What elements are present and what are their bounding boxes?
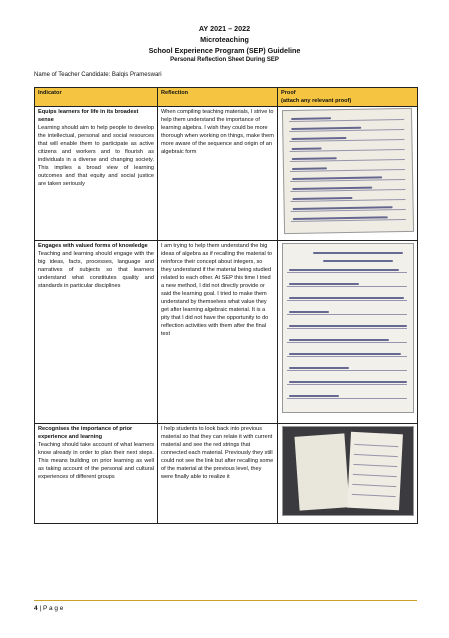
proof-photo-notebook (282, 426, 414, 516)
indicator-title: Engages with valued forms of knowledge (38, 243, 148, 249)
proof-cell (278, 107, 418, 241)
header-reflection: Reflection (158, 88, 278, 107)
table-row (35, 107, 418, 241)
table-row (35, 424, 418, 524)
indicator-cell (35, 424, 158, 524)
table-header-row (35, 88, 418, 107)
header-proof: Proof (attach any relevant proof) (278, 88, 418, 107)
reflection-table (34, 87, 418, 524)
indicator-description: Learning should aim to help people to develop the intellectual, personal and social resources that will enable them to participate as active citizens and workers and to flourish as individuals in a diverse and changing society. This implies a broad view of learning outcomes and that equity and social justice are taken seriously (38, 125, 154, 187)
indicator-cell (35, 241, 158, 424)
indicator-cell (35, 107, 158, 241)
notebook-left-page (294, 433, 349, 510)
page-footer: 4 | P a g e (34, 605, 64, 612)
proof-cell (278, 241, 418, 424)
footer-divider (34, 600, 417, 601)
page-number: 4 (34, 605, 38, 612)
indicator-description: Teaching should take account of what learners know already in order to plan their next steps. This means building on prior learning as well as taking account of the personal and cultural experiences of different groups (38, 442, 154, 480)
proof-photo-notes-algebra (281, 108, 413, 234)
notebook-right-page (347, 432, 403, 511)
proof-photo-notes-lesson (282, 243, 414, 413)
indicator-title: Recognises the importance of prior experience and learning (38, 426, 133, 440)
table-row (35, 241, 418, 424)
proof-cell (278, 424, 418, 524)
header-indicator: Indicator (35, 88, 158, 107)
sheet-title: Personal Reflection Sheet During SEP (170, 57, 279, 63)
reflection-cell: I am trying to help them understand the big ideas of algebra as if recalling the material to reinforce their concept about integers, so they understand if the material being studied related to each other. At SEP this time I tried a new method, I did not directly provide or said the learning goal. I tried to make them understand by themselves what value they get after learning algebraic material. It is a pity that I did not have the opportunity to do reflection activities with them after the final test (158, 241, 278, 424)
course-heading: Microteaching (200, 35, 249, 44)
academic-year-heading: AY 2021 – 2022 (198, 24, 251, 33)
program-heading: School Experience Program (SEP) Guideline (148, 46, 301, 55)
candidate-name: Name of Teacher Candidate: Balqis Prameswari (34, 72, 162, 78)
page-label: P a g e (42, 605, 64, 612)
indicator-description: Teaching and learning should engage with the big ideas, facts, processes, language and narratives of subjects so that learners understand what constitutes quality and standards in particular disciplines (38, 251, 154, 289)
indicator-title: Equips learners for life in its broadest sense (38, 109, 139, 123)
reflection-cell: When compiling teaching materials, I strive to help them understand the importance of learning algebra. I wish they could be more thorough when working on things, make them more aware of the sequence and origin of an algebraic form (158, 107, 278, 241)
reflection-cell: I help students to look back into previous material so that they can relate it with current material and see the red strings that connected each material. Previously they still could not see the link but after recalling some of the material at the previous level, they were finally able to realize it (158, 424, 278, 524)
